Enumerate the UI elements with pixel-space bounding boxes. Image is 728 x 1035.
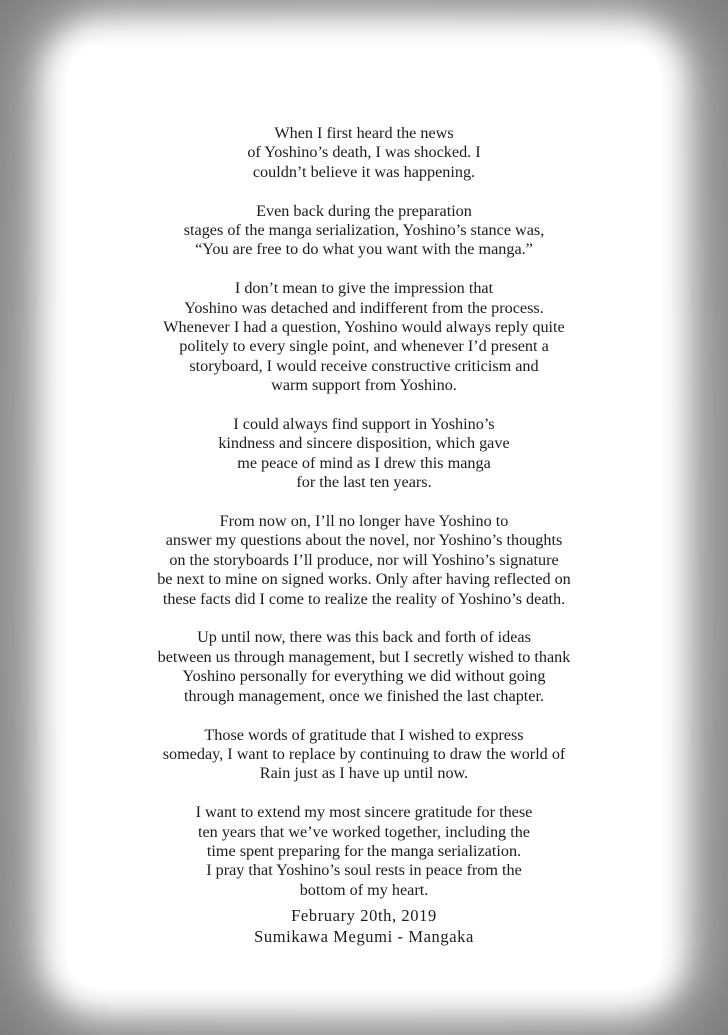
paragraph-3 <box>66 279 662 395</box>
text-line: me peace of mind as I drew this manga <box>237 453 491 472</box>
text-line: answer my questions about the novel, nor Yoshino’s thoughts <box>165 531 563 550</box>
text-line: warm support from Yoshino. <box>271 376 457 395</box>
text-line: someday, I want to replace by continuing to draw the world of <box>162 744 566 763</box>
paragraph-6 <box>66 628 662 706</box>
paragraph-5 <box>66 512 662 609</box>
text-line: Yoshino personally for everything we did without going <box>182 667 546 686</box>
text-line: Rain just as I have up until now. <box>259 764 469 783</box>
text-line: couldn’t believe it was happening. <box>252 162 476 181</box>
paragraph-1 <box>66 124 662 182</box>
paragraph-2 <box>66 202 662 260</box>
text-line: time spent preparing for the manga serialization. <box>206 841 522 860</box>
text-line: ten years that we’ve worked together, including the <box>198 822 530 841</box>
text-line: through management, once we finished the last chapter. <box>183 686 545 705</box>
paragraph-7 <box>66 726 662 784</box>
text-line: for the last ten years. <box>296 473 432 492</box>
text-line: Up until now, there was this back and forth of ideas <box>197 628 531 647</box>
signature-date: February 20th, 2019 <box>291 906 437 925</box>
text-line: be next to mine on signed works. Only after having reflected on <box>157 570 571 589</box>
text-line: Even back during the preparation <box>256 201 472 220</box>
text-line: Those words of gratitude that I wished to express <box>204 725 524 744</box>
paragraph-4 <box>66 415 662 493</box>
text-line: I pray that Yoshino’s soul rests in peace from the <box>206 861 522 880</box>
signature-author: Sumikawa Megumi - Mangaka <box>254 927 474 946</box>
text-line: between us through management, but I secretly wished to thank <box>157 647 571 666</box>
letter-body <box>66 124 662 920</box>
text-line: I don’t mean to give the impression that <box>234 279 494 298</box>
text-line: “You are free to do what you want with the manga.” <box>195 240 533 259</box>
text-line: Whenever I had a question, Yoshino would always reply quite <box>163 318 565 337</box>
text-line: bottom of my heart. <box>299 880 429 899</box>
text-line: From now on, I’ll no longer have Yoshino to <box>219 512 509 531</box>
text-line: of Yoshino’s death, I was shocked. I <box>247 143 481 162</box>
paragraph-8 <box>66 803 662 900</box>
text-line: these facts did I come to realize the reality of Yoshino’s death. <box>162 589 566 608</box>
text-line: storyboard, I would receive constructive criticism and <box>189 356 539 375</box>
text-line: on the storyboards I’ll produce, nor will Yoshino’s signature <box>169 550 559 569</box>
text-line: Yoshino was detached and indifferent from the process. <box>184 298 544 317</box>
text-line: When I first heard the news <box>274 124 454 142</box>
text-line: politely to every single point, and whenever I’d present a <box>179 337 549 356</box>
text-line: stages of the manga serialization, Yoshino’s stance was, <box>183 221 545 240</box>
text-line: I could always find support in Yoshino’s <box>233 415 495 434</box>
signature-block <box>66 905 662 947</box>
text-line: I want to extend my most sincere gratitude for these <box>195 803 533 822</box>
text-line: kindness and sincere disposition, which gave <box>218 434 510 453</box>
